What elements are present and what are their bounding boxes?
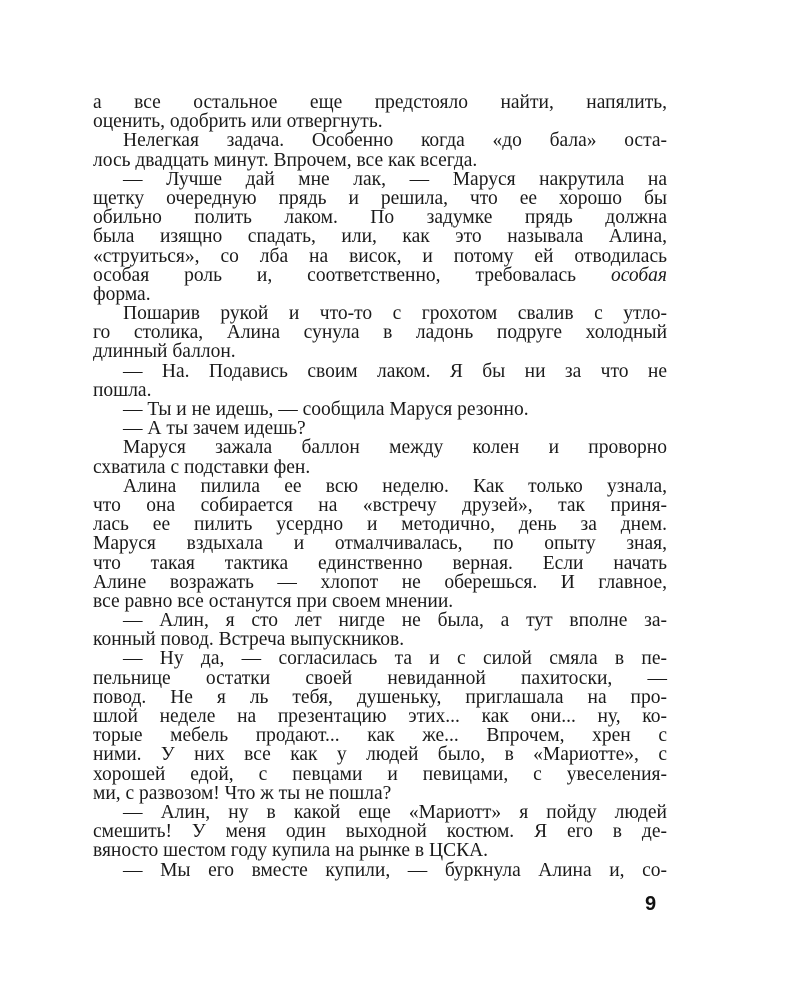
text-line: [93, 247, 667, 266]
text-line-content: схватила с подставки фен.: [93, 456, 311, 478]
text-line-content: пошла.: [93, 379, 152, 401]
text-line-content: — А ты зачем идешь?: [123, 418, 306, 440]
text-line-content: длинный баллон.: [93, 341, 236, 363]
text-line: [93, 688, 667, 707]
text-line-content: что такая тактика единственно верная. Если начать: [93, 552, 667, 574]
text-line-content: щетку очередную прядь и решила, что ее хорошо бы: [93, 187, 667, 209]
text-line: [93, 151, 667, 170]
text-line: [93, 438, 667, 457]
text-line: [93, 534, 667, 553]
text-line: [93, 822, 667, 841]
text-line: [93, 477, 667, 496]
text-line: [93, 496, 667, 515]
text-line: [93, 208, 667, 227]
text-line: [93, 669, 667, 688]
text-line-content: ми, с развозом! Что ж ты не пошла?: [93, 782, 392, 804]
page-number: 9: [645, 893, 657, 915]
text-line: [93, 227, 667, 246]
text-line: [93, 458, 667, 477]
text-line-content: хорошей едой, с певцами и певицами, с увеселения-: [93, 763, 667, 785]
text-line-content: — Алин, я сто лет нигде не была, а тут вполне за-: [123, 610, 667, 632]
text-line-content: обильно полить лаком. По задумке прядь должна: [93, 207, 667, 229]
text-line: [93, 649, 667, 668]
text-line: [93, 765, 667, 784]
text-line: [93, 112, 667, 131]
text-line: [93, 400, 667, 419]
text-line: [93, 266, 667, 285]
text-line-content: лось двадцать минут. Впрочем, все как всегда.: [93, 149, 478, 171]
text-line: [93, 362, 667, 381]
text-line: [93, 745, 667, 764]
text-line-content: — Ты и не идешь, — сообщила Маруся резонно.: [123, 399, 529, 420]
text-line-content: — Алин, ну в какой еще «Мариотт» я пойду людей: [123, 801, 667, 823]
text-line-content: оценить, одобрить или отвергнуть.: [93, 111, 383, 133]
text-line-content: Алине возражать — хлопот не оберешься. И главное,: [93, 571, 667, 593]
text-line-content: Пошарив рукой и что-то с грохотом свалив с утло-: [123, 303, 667, 325]
text-line: [93, 189, 667, 208]
text-line-content: Алина пилила ее всю неделю. Как только узнала,: [123, 475, 667, 497]
text-line: [93, 784, 667, 803]
text-line-content: — На. Подавись своим лаком. Я бы ни за что не: [123, 360, 667, 382]
text-line-content: шлой неделе на презентацию этих... как они... ну, ко-: [93, 706, 667, 727]
text-line: [93, 573, 667, 592]
text-line-content: а все остальное еще предстояло найти, напялить,: [93, 92, 667, 113]
text-line-content: торые мебель продают... как же... Впрочем, хрен с: [93, 725, 667, 747]
italic-word: особая: [610, 264, 667, 286]
text-line: [93, 841, 667, 860]
text-line: [93, 323, 667, 342]
text-line: [93, 611, 667, 630]
text-line-content: пельнице остатки своей невиданной пахитоски, —: [93, 667, 667, 689]
text-line: [93, 726, 667, 745]
text-line-content: смешить! У меня один выходной костюм. Я его в де-: [93, 821, 667, 843]
text-line: [93, 630, 667, 649]
text-line-content: «струиться», со лба на висок, и потому ей отводилась: [93, 245, 667, 267]
text-line-content: — Мы его вместе купили, — буркнула Алина и, со-: [123, 859, 667, 881]
text-line: [93, 419, 667, 438]
text-line: [93, 93, 667, 112]
text-line-content: Маруся зажала баллон между колен и проворно: [123, 437, 667, 459]
text-line-content: Нелегкая задача. Особенно когда «до бала» оста-: [123, 130, 667, 152]
text-line-content: ними. У них все как у людей было, в «Мариотте», с: [93, 744, 667, 766]
text-line: [93, 381, 667, 400]
text-line-content: все равно все останутся при своем мнении.: [93, 590, 454, 612]
text-line-content: — Лучше дай мне лак, — Маруся накрутила на: [123, 168, 667, 190]
text-line-content: го столика, Алина сунула в ладонь подруге холодный: [93, 322, 667, 344]
text-line-content: что она собирается на «встречу друзей», так приня-: [93, 494, 667, 516]
text-line: [93, 554, 667, 573]
text-line: [93, 707, 667, 726]
text-line-content: вяносто шестом году купила на рынке в ЦСКА.: [93, 840, 489, 862]
text-line-content: конный повод. Встреча выпускников.: [93, 629, 405, 651]
text-line-content: лась ее пилить усердно и методично, день за днем.: [93, 514, 667, 536]
text-line: [93, 342, 667, 361]
text-line-content: особая роль и, соответственно, требовалась: [93, 264, 611, 286]
text-line: [93, 304, 667, 323]
text-line: [93, 170, 667, 189]
text-line: [93, 515, 667, 534]
book-page-text: [93, 93, 667, 880]
text-line: [93, 592, 667, 611]
text-line-content: была изящно спадать, или, как это называла Алина,: [93, 226, 667, 248]
text-line-content: — Ну да, — согласилась та и с силой смяла в пе-: [123, 648, 667, 670]
text-line: [93, 285, 667, 304]
text-line: [93, 131, 667, 150]
text-line-content: форма.: [93, 283, 151, 305]
text-line: [93, 803, 667, 822]
text-line: [93, 861, 667, 880]
text-line-content: Маруся вздыхала и отмалчивалась, по опыту зная,: [93, 533, 667, 555]
text-line-content: повод. Не я ль тебя, душеньку, приглашала на про-: [93, 686, 667, 708]
